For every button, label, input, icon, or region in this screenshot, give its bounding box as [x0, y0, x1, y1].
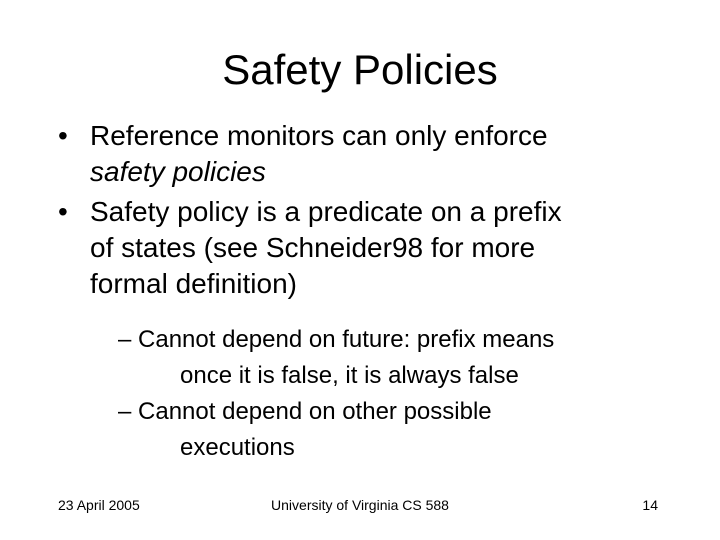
bullet-text: of states (see Schneider98 for more: [90, 232, 536, 263]
slide-title: Safety Policies: [222, 46, 498, 93]
sub-bullet-list: [118, 322, 678, 466]
sub-bullet-marker: –: [118, 398, 132, 425]
sub-bullet-marker: –: [118, 326, 132, 353]
sub-bullet-text: Cannot depend on future: prefix means: [138, 326, 555, 353]
sub-bullet-text: executions: [180, 434, 295, 461]
bullet-marker: •: [58, 196, 68, 227]
bullet-item: [58, 118, 678, 190]
bullet-text: Safety policy is a predicate on a prefix: [90, 196, 562, 227]
sub-bullet-text: once it is false, it is always false: [180, 362, 519, 389]
bullet-text-emphasis: safety policies: [90, 156, 266, 187]
sub-bullet-text: Cannot depend on other possible: [138, 398, 492, 425]
bullet-text: formal definition): [90, 268, 297, 299]
bullet-marker: •: [58, 120, 68, 151]
sub-bullet-item: [118, 322, 678, 394]
footer-date: 23 April 2005: [58, 497, 140, 513]
slide-number: 14: [642, 497, 658, 513]
bullet-text: Reference monitors can only enforce: [90, 120, 548, 151]
bullet-item: [58, 194, 678, 302]
footer-course: University of Virginia CS 588: [271, 497, 449, 513]
slide-body: [58, 118, 678, 466]
sub-bullet-item: [118, 394, 678, 466]
